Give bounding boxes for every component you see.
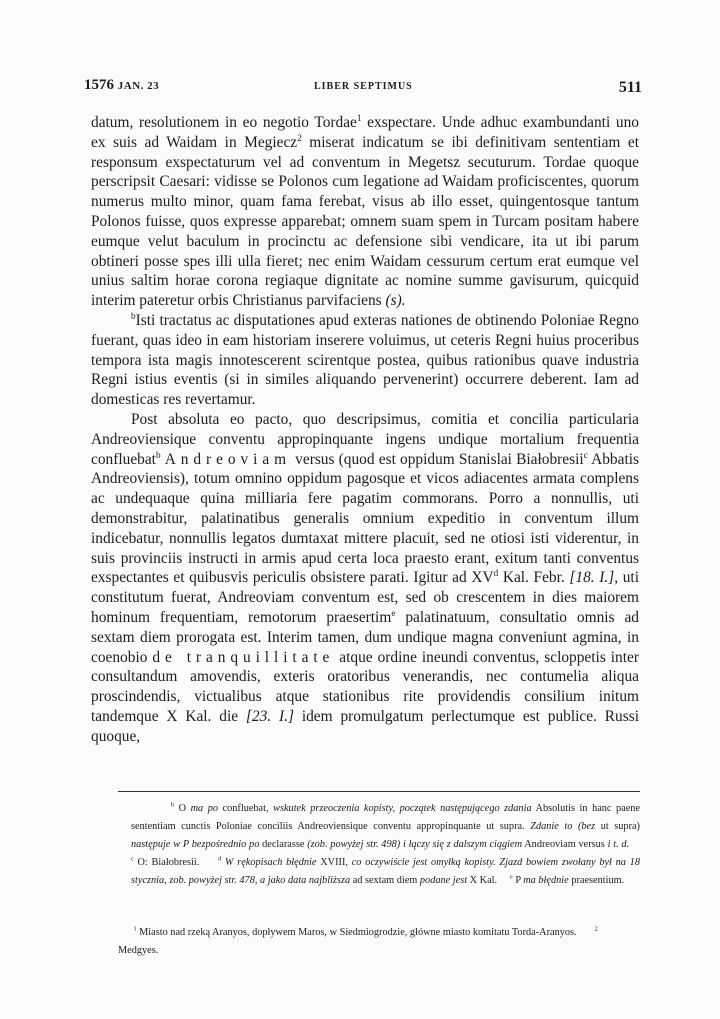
footnote-numbered: $^1$ Miasto nad rzeką Aranyos, dopływem Maros, w Siedmiogrodzie, główne miasto komitatu Torda-Aranyos. $^2$ Medgyes. [118,925,598,956]
paragraph-2: $^b$Isti tractatus ac disputationes apud exteras nationes de obtinendo Poloniae Regno fuerant, quas ideo in eam historiam inserere voluimus, ut ceteris Regni huius proceribus tempora ista magis innotescerent scirentque postea, quibus rationibus quave industria Regni istius eventis (si in similes aliquando pervenerint) occurrere deberent. Iam ad domesticas res revertamur. [91,310,639,409]
page-header [84,77,642,99]
running-title: LIBER SEPTIMUS [314,81,413,92]
critical-apparatus [131,800,640,890]
main-text [91,113,639,747]
running-date: 1576 JAN. 23 [84,77,160,93]
numbered-footnotes [118,924,640,960]
paragraph-3: Post absoluta eo pacto, quo descripsimus, comitia et concilia particularia Andreoviensique conventu appropinquante ingens undique mortalium frequentia confluebat$^b$ Andreoviam versus (quod est oppidum Stanislai Białobresii$^c$ Abbatis Andreoviensis), totum omnino oppidum pagosque et vicos adiacentes armata complens ac undequaque quina milliaria fere pagatim commorans. Porro a nonnullis, uti demonstrabitur, palatinatibus generalis omnium expeditio in conventum illum indicebatur, nonnullis legatos dumtaxat mittere placuit, sed ne otiosi isti viderentur, in suis provinciis instructi in armis apud certa loca praesto erant, exitum tanti conventus exspectantes et quibusvis periculis obsistere parati. Igitur ad $XV^d$ Kal. Febr. [18. I.], uti constitutum fuerat, Andreoviam conventum est, sed ob crescentem in dies maiorem hominum frequentiam, remotorum praesertim$^e$ palatinatuum, consultatio omnis ad sextam diem prorogata est. Interim tamen, dum undique magna conveniunt agmina, in coenobio de tranquillitate atque ordine ineundi conventus, scloppetis inter consultandum amovendis, exteris oratoribus venerandis, nec contumelia aliqua proscindendis, victualibus atque stationibus rite providendis consilium initum tandemque X Kal. die [23. I.] idem promulgatum perlectumque est publice. Russi quoque, [91,410,639,745]
paragraph-1: datum, resolutionem in eo negotio Tordae$^1$ exspectare. Unde adhuc exambundanti uno ex suis ad Waidam in Megiecz$^2$ miserat indicatum se ibi definitivam sententiam et responsum exspectaturum vel ad conventum in Megetsz secuturum. Tordae quoque perscripsit Caesari: vidisse se Polonos cum legatione ad Waidam proficiscentes, quorum numerus multo minor, quam fama ferebat, visus ab illo esset, quingentosque tantum Polonos fuisse, quos expresse apparebat; omnem suam spem in Turcam positam habere eumque velut baculum in procinctu ac defensione sibi vendicare, ita ut ibi parum obtineri posse spes illi ulla fieret; nec enim Waidam cessurum certum erat eumque vel unius saltim horae corona regiaque dignitate ac nomine summe gavisurum, quicquid interim pateretur orbis Christianus parvifaciens (s). [91,112,639,310]
footnote-lettered: $^b$ O ma po confluebat, wskutek przeoczenia kopisty, początek następującego zdania Absolutis in hanc paene sententiam cunctis Poloniae conciliis Andreoviensique conventu appropinquante ut supra. Zdanie to (bez ut supra) następuje w P bezpośrednio po declarasse (zob. powyżej str. 498) i łączy się z dalszym ciągiem Andreoviam versus i t. d. $^c$ O: Białobresii. $^d$ W rękopisach błędnie XVIII, co oczywiście jest omyłką kopisty. Zjazd bowiem zwołany był na 18 stycznia, zob. powyżej str. 478, a jako data najbliższa ad sextam diem podane jest X Kal. $^e$ P ma błędnie praesentium. [131,801,641,886]
footnote-rule [118,791,640,792]
page-number: 511 [618,79,642,96]
